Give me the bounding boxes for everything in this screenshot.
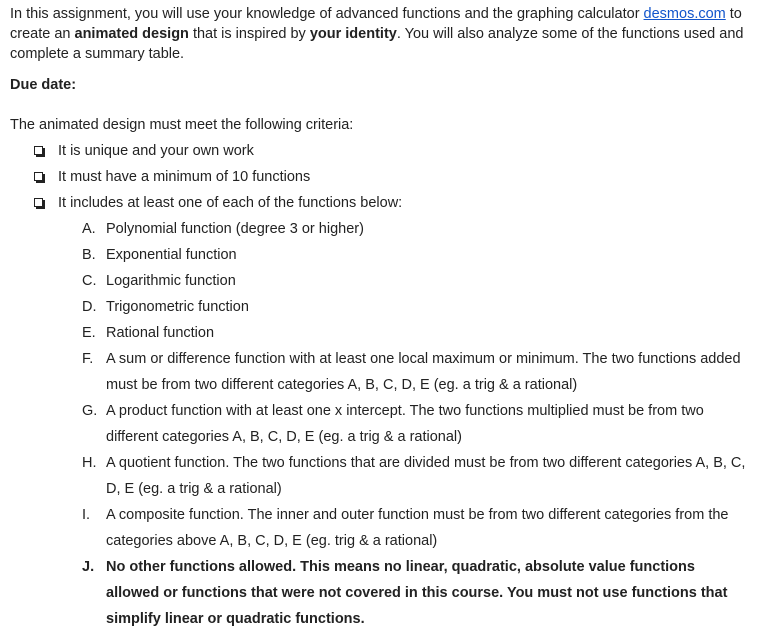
checklist-item xyxy=(34,164,751,190)
function-item-h xyxy=(82,450,751,502)
function-item-b xyxy=(82,242,751,268)
list-marker: H. xyxy=(82,455,97,471)
function-item-text: No other functions allowed. This means no linear, quadratic, absolute value functions allowed or functions that were not covered in this course. You must not use functions that simplify linear or quadratic functions. xyxy=(106,559,728,627)
list-marker: C. xyxy=(82,273,97,289)
checkbox-icon xyxy=(34,146,43,155)
intro-text-2: to create an xyxy=(10,6,742,42)
intro-text-4: . You will also analyze some of the functions used and complete a summary table. xyxy=(10,26,744,62)
intro-text-3: that is inspired by xyxy=(188,26,310,42)
checkbox-icon xyxy=(34,198,43,207)
function-item-text: Trigonometric function xyxy=(106,299,249,315)
function-requirements-list xyxy=(10,216,751,632)
checklist-item xyxy=(34,138,751,164)
due-date-label: Due date: xyxy=(10,77,77,93)
checklist-item-text: It must have a minimum of 10 functions xyxy=(58,169,311,185)
checklist-item-text: It is unique and your own work xyxy=(58,143,254,159)
list-marker: F. xyxy=(82,351,94,367)
function-item-text: Logarithmic function xyxy=(106,273,236,289)
list-marker: D. xyxy=(82,299,97,315)
list-marker: I. xyxy=(82,507,91,523)
desmos-link[interactable]: desmos.com xyxy=(643,6,726,22)
function-item-text: A product function with at least one x intercept. The two functions multiplied must be from two different categories A, B, C, D, E (eg. a trig & a rational) xyxy=(106,403,704,445)
intro-bold-animated-design: animated design xyxy=(74,26,189,42)
checklist-item-text: It includes at least one of each of the functions below: xyxy=(58,195,403,211)
intro-bold-identity: your identity xyxy=(309,26,397,42)
intro-paragraph xyxy=(10,4,751,64)
function-item-text: A sum or difference function with at least one local maximum or minimum. The two functions added must be from two different categories A, B, C, D, E (eg. a trig & a rational) xyxy=(106,351,741,393)
function-item-text: A composite function. The inner and outer function must be from two different categories from the categories above A, B, C, D, E (eg. trig & a rational) xyxy=(106,507,729,549)
list-marker: J. xyxy=(82,559,95,575)
function-item-d xyxy=(82,294,751,320)
function-item-f xyxy=(82,346,751,398)
function-item-text: Exponential function xyxy=(106,247,237,263)
criteria-checklist xyxy=(10,138,751,216)
function-item-i xyxy=(82,502,751,554)
checkbox-icon xyxy=(34,172,43,181)
checklist-item xyxy=(34,190,751,216)
criteria-intro: The animated design must meet the following criteria: xyxy=(10,117,354,133)
list-marker: B. xyxy=(82,247,96,263)
function-item-text: Polynomial function (degree 3 or higher) xyxy=(106,221,364,237)
function-item-c xyxy=(82,268,751,294)
function-item-j xyxy=(82,554,751,632)
list-marker: G. xyxy=(82,403,98,419)
list-marker: A. xyxy=(82,221,96,237)
list-marker: E. xyxy=(82,325,96,341)
function-item-a xyxy=(82,216,751,242)
function-item-text: A quotient function. The two functions that are divided must be from two different categories A, B, C, D, E (eg. a trig & a rational) xyxy=(106,455,746,497)
intro-text-1: In this assignment, you will use your knowledge of advanced functions and the graphing calculator xyxy=(10,6,644,22)
function-item-g xyxy=(82,398,751,450)
function-item-text: Rational function xyxy=(106,325,215,341)
function-item-e xyxy=(82,320,751,346)
